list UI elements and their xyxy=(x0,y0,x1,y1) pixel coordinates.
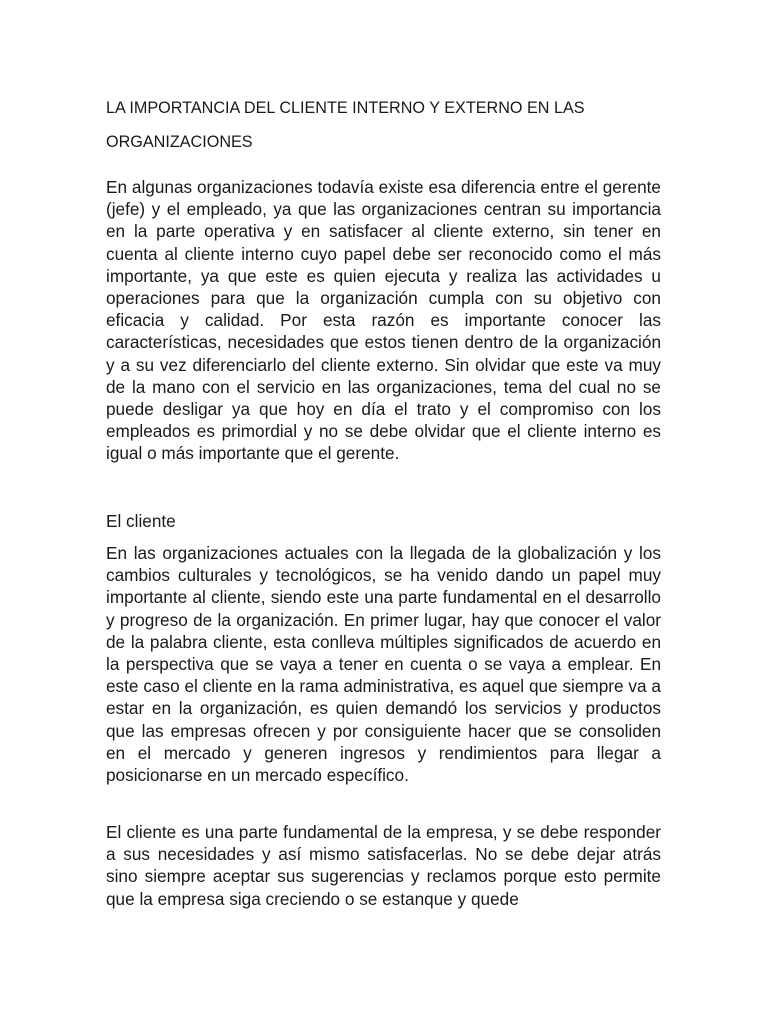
document-title xyxy=(106,91,661,159)
title-line-2: ORGANIZACIONES xyxy=(106,133,253,151)
paragraph-intro: En algunas organizaciones todavía existe esa diferencia entre el gerente (jefe) y el empleado, ya que las organizaciones centran su importancia en la parte operativa y en satisfacer al cliente externo, sin tener en cuenta al cliente interno cuyo papel debe ser reconocido como el más importante, ya que este es quien ejecuta y realiza las actividades u operaciones para que la organización cumpla con su objetivo con eficacia y calidad. Por esta razón es importante conocer las características, necesidades que estos tienen dentro de la organización y a su vez diferenciarlo del cliente externo. Sin olvidar que este va muy de la mano con el servicio en las organizaciones, tema del cual no se puede desligar ya que hoy en día el trato y el compromiso con los empleados es primordial y no se debe olvidar que el cliente interno es igual o más importante que el gerente. xyxy=(106,177,661,464)
section-heading-el-cliente: El cliente xyxy=(106,511,176,531)
paragraph-el-cliente-1: En las organizaciones actuales con la llegada de la globalización y los cambios culturales y tecnológicos, se ha venido dando un papel muy importante al cliente, siendo este una parte fundamental en el desarrollo y progreso de la organización. En primer lugar, hay que conocer el valor de la palabra cliente, esta conlleva múltiples significados de acuerdo en la perspectiva que se vaya a tener en cuenta o se vaya a emplear. En este caso el cliente en la rama administrativa, es aquel que siempre va a estar en la organización, es quien demandó los servicios y productos que las empresas ofrecen y por consiguiente hacer que se consoliden en el mercado y generen ingresos y rendimientos para llegar a posicionarse en un mercado específico. xyxy=(106,543,661,786)
paragraph-el-cliente-2: El cliente es una parte fundamental de la empresa, y se debe responder a sus necesidades y así mismo satisfacerlas. No se debe dejar atrás sino siempre aceptar sus sugerencias y reclamos porque esto permite que la empresa siga creciendo o se estanque y quede xyxy=(106,822,661,909)
title-line-1: LA IMPORTANCIA DEL CLIENTE INTERNO Y EXTERNO EN LAS xyxy=(106,99,585,117)
